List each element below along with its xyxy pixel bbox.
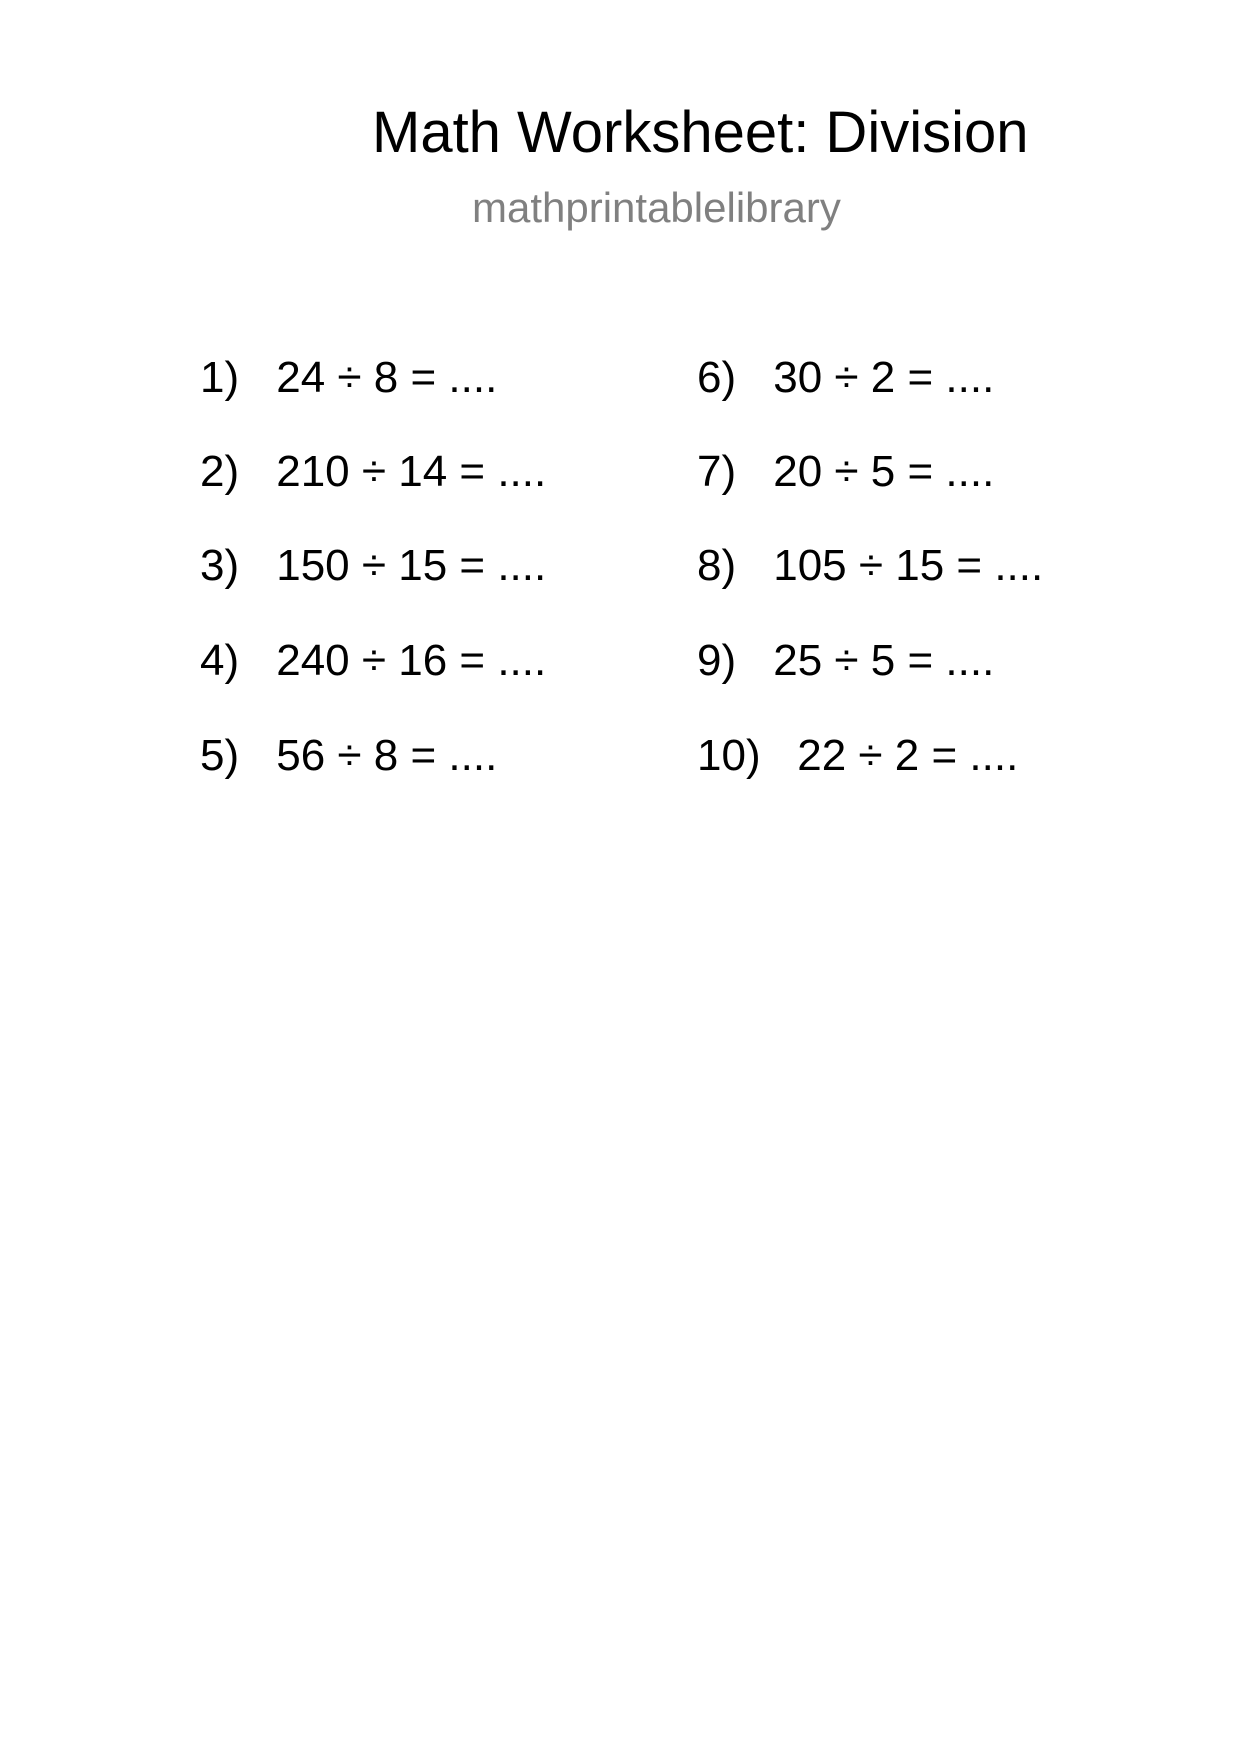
problem-5 bbox=[200, 730, 497, 782]
problem-3 bbox=[200, 540, 546, 592]
problem-number: 5) bbox=[200, 731, 240, 780]
problem-number: 8) bbox=[697, 541, 737, 590]
problem-number: 4) bbox=[200, 636, 240, 685]
problem-number: 1) bbox=[200, 353, 240, 402]
problem-number: 3) bbox=[200, 541, 240, 590]
problem-number: 7) bbox=[697, 447, 737, 496]
problem-7 bbox=[697, 446, 994, 498]
problem-expression: 24 ÷ 8 = .... bbox=[276, 353, 498, 402]
problem-expression: 25 ÷ 5 = .... bbox=[773, 636, 995, 685]
page-subtitle: mathprintablelibrary bbox=[472, 184, 841, 231]
problem-8 bbox=[697, 540, 1043, 592]
problem-number: 2) bbox=[200, 447, 240, 496]
problem-expression: 30 ÷ 2 = .... bbox=[773, 353, 995, 402]
problem-expression: 210 ÷ 14 = .... bbox=[276, 447, 547, 496]
problem-expression: 22 ÷ 2 = .... bbox=[797, 731, 1019, 780]
problem-expression: 150 ÷ 15 = .... bbox=[276, 541, 547, 590]
problem-expression: 20 ÷ 5 = .... bbox=[773, 447, 995, 496]
problem-expression: 56 ÷ 8 = .... bbox=[276, 731, 498, 780]
problem-expression: 240 ÷ 16 = .... bbox=[276, 636, 547, 685]
problem-9 bbox=[697, 635, 994, 687]
problem-10 bbox=[697, 730, 1018, 782]
problem-expression: 105 ÷ 15 = .... bbox=[773, 541, 1044, 590]
problem-6 bbox=[697, 352, 994, 404]
page-title: Math Worksheet: Division bbox=[372, 100, 1029, 165]
problem-2 bbox=[200, 446, 546, 498]
problem-number: 10) bbox=[697, 731, 761, 780]
problem-1 bbox=[200, 352, 497, 404]
problem-4 bbox=[200, 635, 546, 687]
problem-number: 6) bbox=[697, 353, 737, 402]
problem-number: 9) bbox=[697, 636, 737, 685]
